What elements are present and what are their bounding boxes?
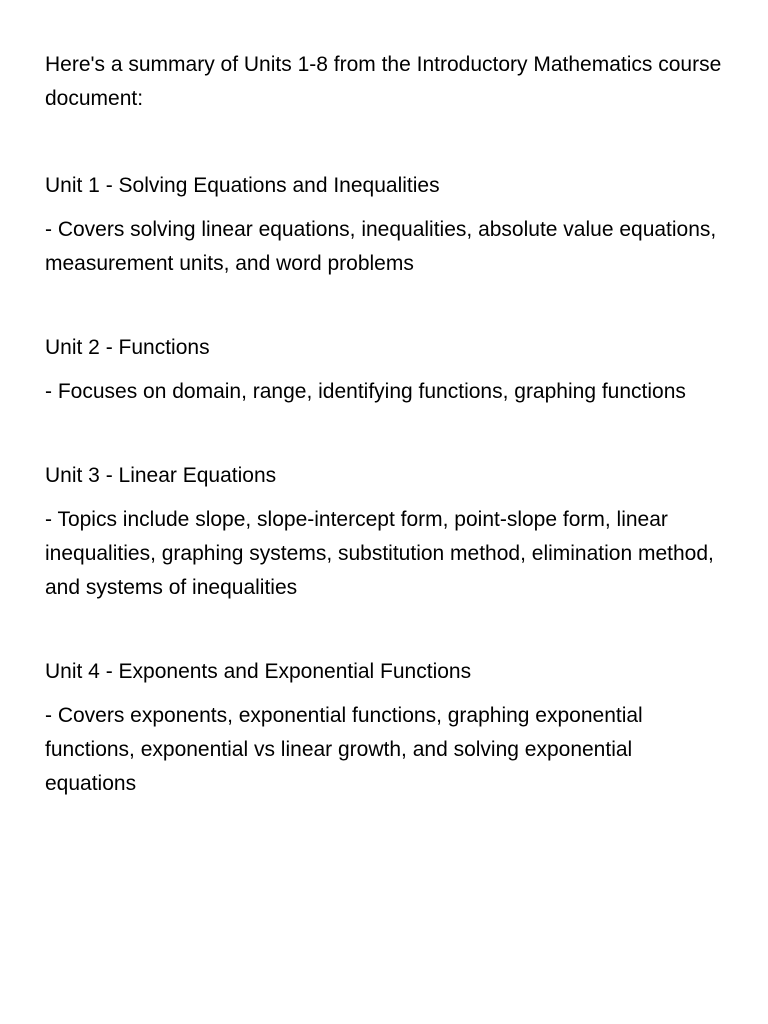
unit-description: - Covers exponents, exponential functions, graphing exponential functions, exponential vs linear growth, and solving exponential equations — [45, 704, 643, 795]
unit-title: Unit 3 - Linear Equations — [45, 464, 277, 487]
unit-title: Unit 2 - Functions — [45, 336, 210, 359]
unit-description: - Topics include slope, slope-intercept form, point-slope form, linear inequalities, graphing systems, substitution method, elimination method, and systems of inequalities — [45, 508, 714, 599]
unit-section-1 — [45, 169, 728, 281]
unit-description: - Focuses on domain, range, identifying functions, graphing functions — [45, 380, 686, 403]
unit-title: Unit 4 - Exponents and Exponential Functions — [45, 660, 472, 683]
unit-section-4 — [45, 655, 728, 801]
unit-description: - Covers solving linear equations, inequalities, absolute value equations, measurement units, and word problems — [45, 218, 717, 275]
intro-paragraph: Here's a summary of Units 1-8 from the Introductory Mathematics course document: — [45, 53, 722, 110]
unit-title: Unit 1 - Solving Equations and Inequalities — [45, 174, 440, 197]
unit-section-2 — [45, 331, 728, 409]
unit-section-3 — [45, 459, 728, 605]
